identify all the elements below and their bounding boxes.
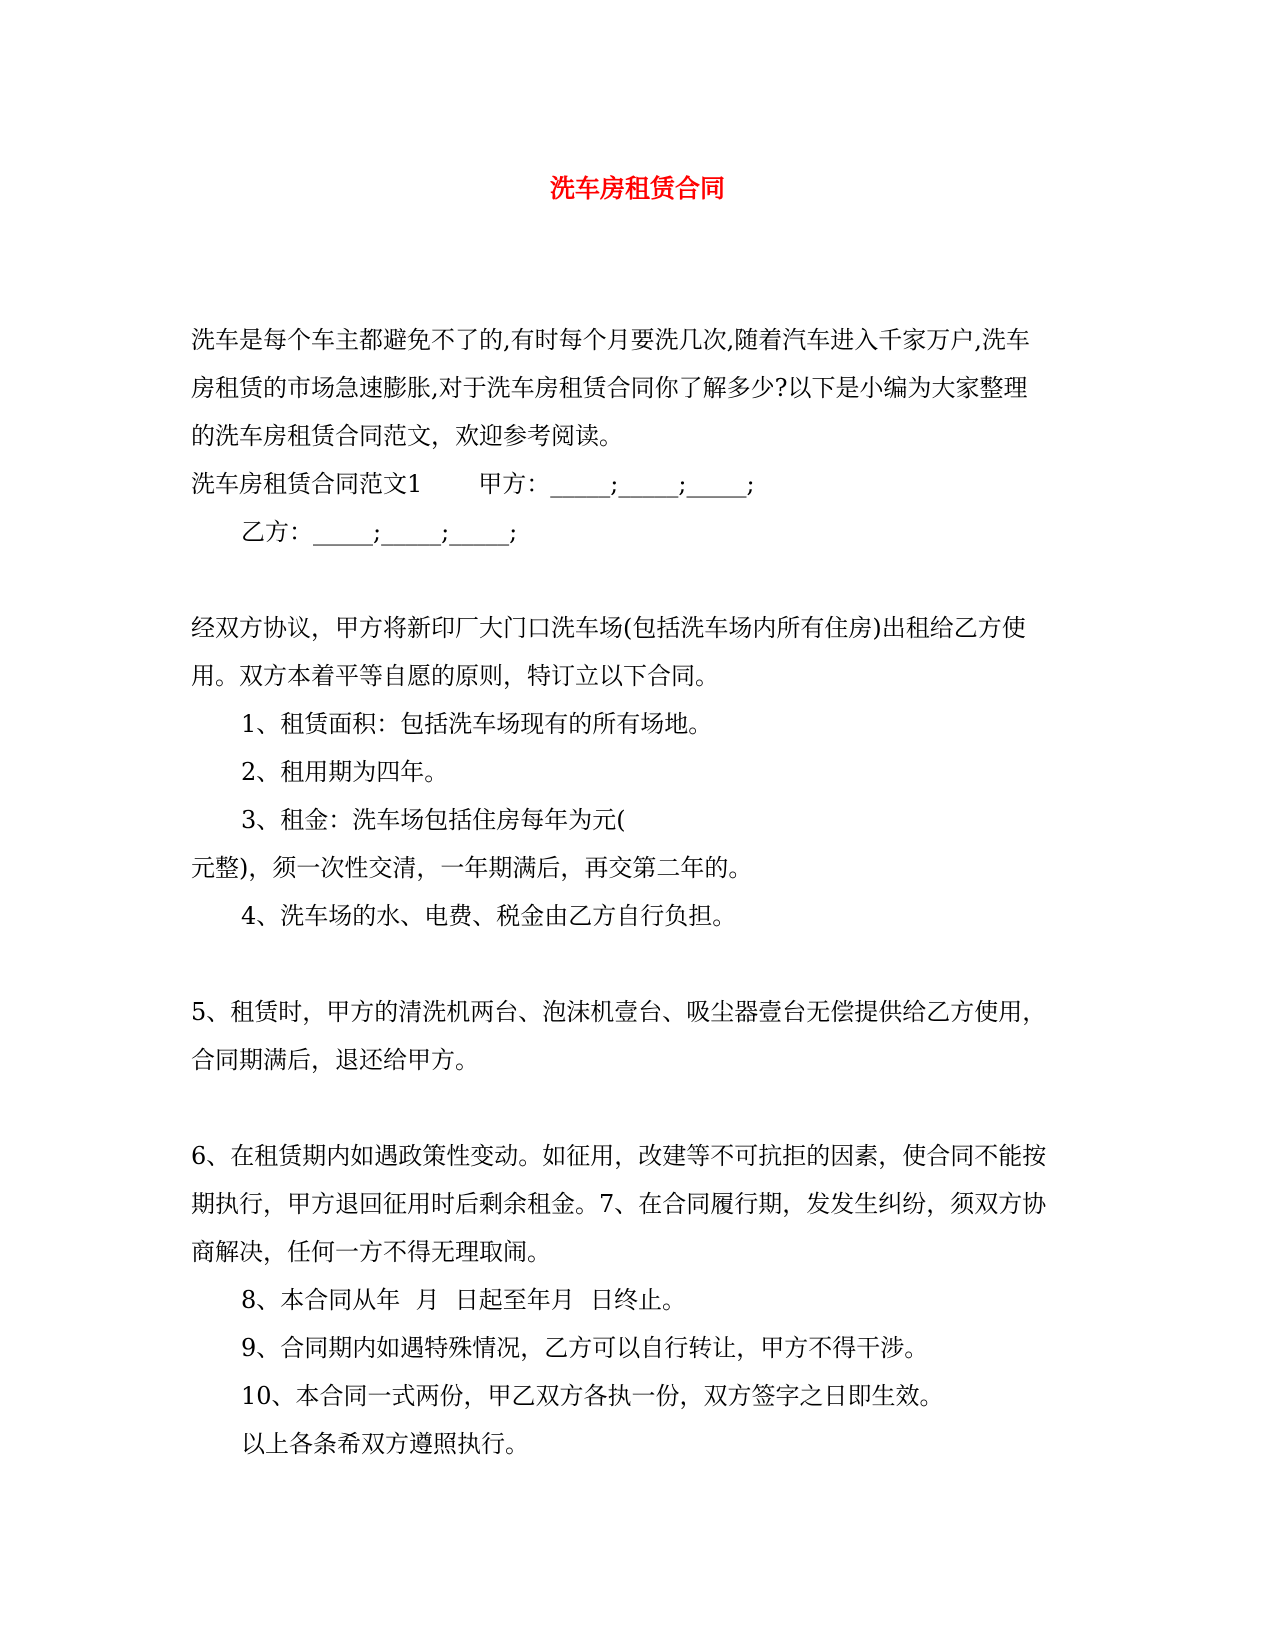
sample-heading: 洗车房租赁合同范文1 bbox=[191, 470, 423, 498]
intro-line-2: 房租赁的市场急速膨胀,对于洗车房租赁合同你了解多少?以下是小编为大家整理 bbox=[191, 374, 1028, 402]
clause-6-line-1: 6、在租赁期内如遇政策性变动。如征用，改建等不可抗拒的因素，使合同不能按 bbox=[191, 1142, 1047, 1170]
clause-3b: 元整)，须一次性交清，一年期满后，再交第二年的。 bbox=[191, 854, 753, 882]
spacer bbox=[191, 556, 1091, 604]
document-body bbox=[191, 316, 1091, 1468]
sample-heading-line bbox=[191, 460, 1091, 508]
party-a: 甲方：_____;_____;_____; bbox=[478, 470, 755, 498]
closing: 以上各条希双方遵照执行。 bbox=[241, 1430, 529, 1458]
clause-1: 1、租赁面积：包括洗车场现有的所有场地。 bbox=[241, 710, 713, 738]
clause-6-line-2: 期执行，甲方退回征用时后剩余租金。7、在合同履行期，发发生纠纷，须双方协 bbox=[191, 1190, 1047, 1218]
party-b: 乙方：_____;_____;_____; bbox=[241, 518, 518, 546]
clause-5-line-1: 5、租赁时，甲方的清洗机两台、泡沫机壹台、吸尘器壹台无偿提供给乙方使用， bbox=[191, 998, 1047, 1026]
clause-2: 2、租用期为四年。 bbox=[241, 758, 449, 786]
agreement-line-2: 用。双方本着平等自愿的原则，特订立以下合同。 bbox=[191, 662, 719, 690]
clause-5-line-2: 合同期满后，退还给甲方。 bbox=[191, 1046, 479, 1074]
clause-6-line-3: 商解决，任何一方不得无理取闹。 bbox=[191, 1238, 551, 1266]
clause-3a: 3、租金：洗车场包括住房每年为元( bbox=[241, 806, 626, 834]
intro-line-3: 的洗车房租赁合同范文，欢迎参考阅读。 bbox=[191, 422, 623, 450]
clause-9: 9、合同期内如遇特殊情况，乙方可以自行转让，甲方不得干涉。 bbox=[241, 1334, 929, 1362]
clause-4: 4、洗车场的水、电费、税金由乙方自行负担。 bbox=[241, 902, 737, 930]
document-title: 洗车房租赁合同 bbox=[549, 174, 725, 203]
agreement-line-1: 经双方协议，甲方将新印厂大门口洗车场(包括洗车场内所有住房)出租给乙方使 bbox=[191, 614, 1026, 642]
intro-line-1: 洗车是每个车主都避免不了的,有时每个月要洗几次,随着汽车进入千家万户,洗车 bbox=[191, 326, 1030, 354]
clause-10: 10、本合同一式两份，甲乙双方各执一份，双方签字之日即生效。 bbox=[241, 1382, 944, 1410]
spacer bbox=[191, 940, 1091, 988]
clause-8: 8、本合同从年 月 日起至年月 日终止。 bbox=[241, 1286, 687, 1314]
spacer bbox=[191, 1084, 1091, 1132]
